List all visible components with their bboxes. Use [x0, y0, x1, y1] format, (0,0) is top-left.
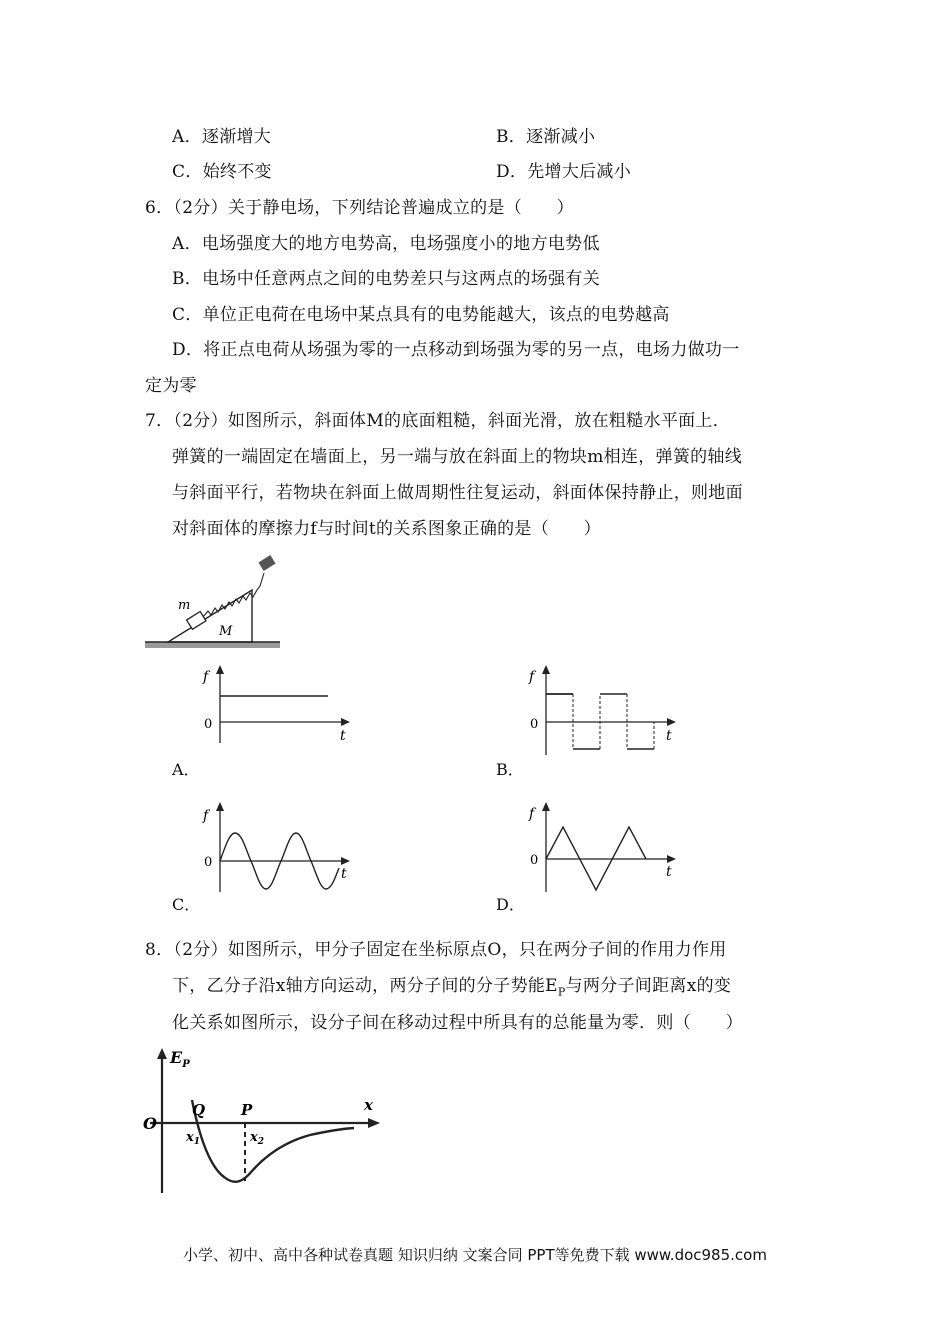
label-x2: $x_2$	[250, 1130, 265, 1147]
q8-stem-line-1: 8．（2分）如图所示，甲分子固定在坐标原点O，只在两分子间的作用力作用	[145, 940, 727, 960]
graph-d-f-arrow	[542, 802, 550, 811]
q8-stem-line-2-a: 下，乙分子沿x轴方向运动，两分子间的分子势能E	[172, 976, 558, 996]
page-footer: 小学、初中、高中各种试卷真题 知识归纳 文案合同 PPT等免费下载 www.doc985.com	[183, 1246, 767, 1264]
graph-b-t-label: t	[666, 728, 672, 744]
q8-stem-line-3: 化关系如图所示，设分子间在移动过程中所具有的总能量为零．则（ ）	[172, 1013, 743, 1033]
q8-stem-line-2-b: 与两分子间距离x的变	[565, 976, 732, 996]
graph-d-zero-label: 0	[530, 853, 539, 868]
q5-option-a	[172, 126, 271, 148]
q6-option-d: D．将正点电荷从场强为零的一点移动到场强为零的另一点，电场力做功一	[172, 340, 740, 360]
q5-option-c-letter: C．	[172, 162, 203, 182]
graph-a-f-label: f	[203, 669, 209, 685]
q5-option-d	[496, 161, 631, 183]
ep-curve	[192, 1100, 354, 1182]
graph-a-zero-label: 0	[204, 717, 213, 732]
graph-a-choice: A．	[172, 760, 200, 779]
label-P: P	[241, 1101, 253, 1119]
graph-d-choice: D．	[496, 895, 525, 914]
graph-c-f-arrow	[216, 802, 224, 811]
label-m: m	[178, 598, 191, 613]
graph-c-choice: C．	[172, 895, 201, 914]
graph-b	[526, 663, 696, 763]
label-Q: Q	[192, 1101, 206, 1119]
graph-a-t-arrow	[341, 718, 350, 726]
q6-stem: 6．（2分）关于静电场，下列结论普遍成立的是（ ）	[145, 198, 574, 218]
q5-option-a-letter: A．	[172, 127, 202, 147]
q5-option-b-letter: B．	[496, 127, 527, 147]
graph-a-f-arrow	[216, 665, 224, 674]
q5-option-b-text: 逐渐减小	[526, 127, 596, 147]
q5-option-d-letter: D．	[496, 162, 528, 182]
q8-stem-line-2	[172, 975, 731, 1003]
graph-b-f-label: f	[529, 669, 535, 685]
graph-b-choice: B．	[496, 760, 524, 779]
q5-option-a-text: 逐渐增大	[201, 127, 272, 147]
block-m	[187, 612, 206, 630]
label-x: x	[364, 1096, 373, 1114]
spring	[203, 573, 264, 617]
label-Ep: $E_P$	[170, 1048, 190, 1070]
q6-option-c: C．单位正电荷在电场中某点具有的电势能越大，该点的电势越高	[172, 305, 670, 325]
q5-option-b	[496, 126, 595, 148]
x-axis-arrow	[368, 1118, 380, 1128]
graph-d	[526, 800, 696, 900]
graph-a-t-label: t	[340, 728, 346, 744]
graph-d-f-label: f	[529, 806, 535, 822]
graph-c-t-arrow	[341, 857, 350, 865]
ground	[145, 642, 280, 648]
label-M: M	[219, 624, 233, 639]
graph-c	[200, 800, 370, 900]
graph-c-f-label: f	[203, 808, 209, 824]
q8-ep-subscript: P	[557, 985, 566, 999]
q5-option-c-text: 始终不变	[202, 162, 272, 182]
label-O: O	[143, 1114, 157, 1133]
q7-stem-line-1: 7．（2分）如图所示，斜面体M的底面粗糙，斜面光滑，放在粗糙水平面上．	[145, 411, 731, 431]
q7-stem-line-4: 对斜面体的摩擦力f与时间t的关系图象正确的是（ ）	[172, 519, 601, 539]
q5-option-c	[172, 161, 272, 183]
graph-a	[200, 663, 360, 753]
graph-d-t-arrow	[667, 855, 676, 863]
graph-b-zero-label: 0	[530, 717, 539, 732]
q6-option-b: B．电场中任意两点之间的电势差只与这两点的场强有关	[172, 269, 600, 289]
q6-option-a: A．电场强度大的地方电势高，电场强度小的地方电势低	[172, 234, 600, 254]
incline-spring-figure	[140, 555, 290, 655]
wall-hatch	[258, 555, 275, 571]
graph-b-f-arrow	[542, 665, 550, 674]
q6-option-d-continuation: 定为零	[145, 376, 197, 396]
graph-c-t-label: t	[341, 866, 347, 882]
ep-axis-arrow	[157, 1048, 167, 1059]
graph-b-t-arrow	[667, 718, 676, 726]
graph-d-t-label: t	[666, 864, 672, 880]
potential-energy-graph	[140, 1045, 390, 1195]
q7-stem-line-3: 与斜面平行，若物块在斜面上做周期性往复运动，斜面体保持静止，则地面	[172, 483, 743, 503]
q5-option-d-text: 先增大后减小	[527, 162, 632, 182]
graph-c-zero-label: 0	[204, 855, 213, 870]
label-x1: $x_1$	[186, 1130, 201, 1147]
q7-stem-line-2: 弹簧的一端固定在墙面上，另一端与放在斜面上的物块m相连，弹簧的轴线	[172, 447, 743, 467]
